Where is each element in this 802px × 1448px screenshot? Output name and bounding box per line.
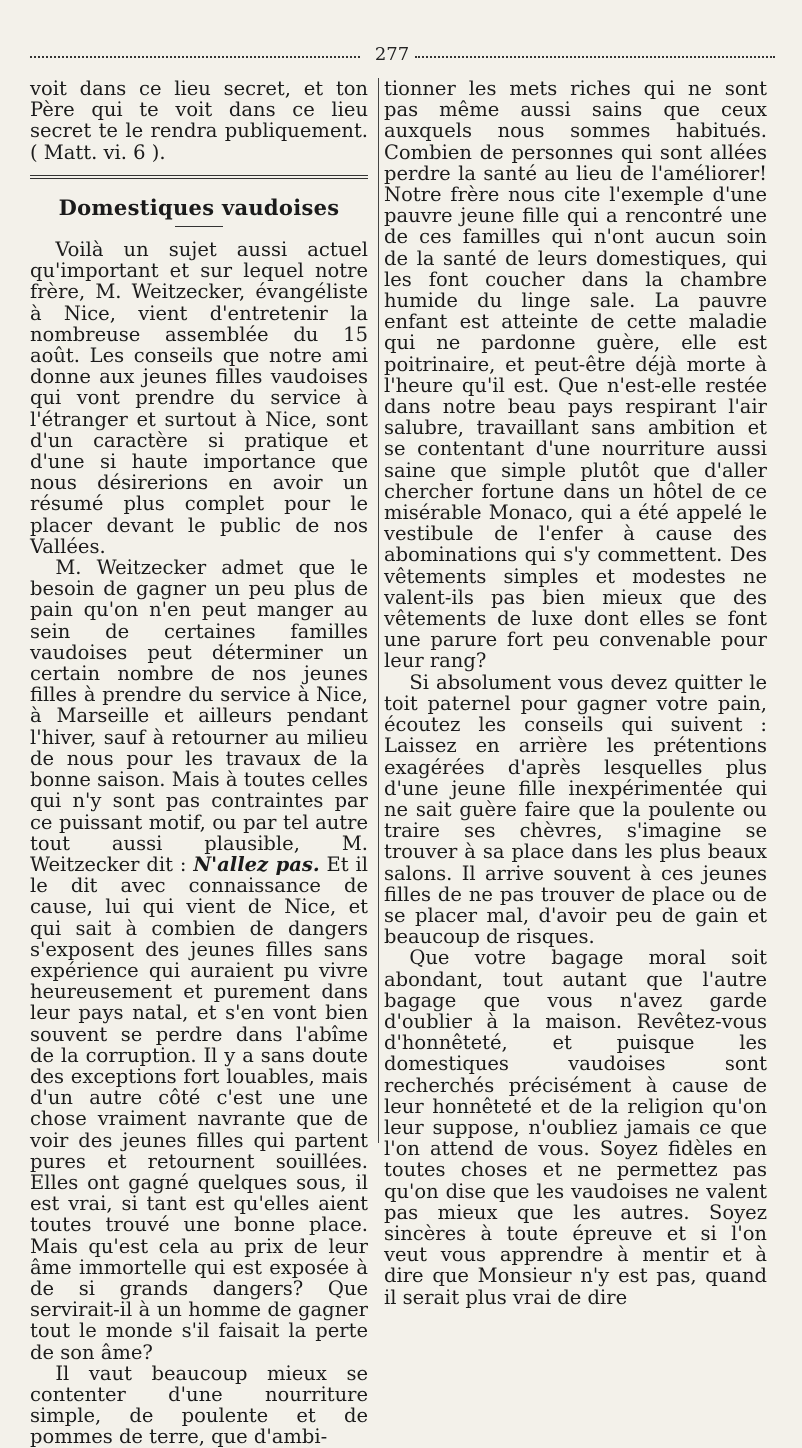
scripture-quote: voit dans ce lieu secret, et ton Père qui te voit dans ce lieu secret te le rendra publiquement. ( Matt. vi. 6 ). (30, 77, 368, 164)
header-ornament-left (30, 56, 360, 58)
paragraph-text: Et il le dit avec connaissance de cause, lui qui vient de Nice, et qui sait à combien de dangers s'exposent des jeunes filles sans expérience qui auraient pu vivre heureusement et purement dans leur pays natal, et s'en vont bien souvent se perdre dans l'abîme de la corruption. Il y a sans doute des exceptions fort louables, mais d'un autre côté c'est une une chose vraiment navrante que de voir des jeunes filles qui partent pures et retournent souillées. Elles ont gagné quelques sous, il est vrai, si tant est qu'elles aient toutes trouvé une bonne place. Mais qu'est cela au prix de leur âme immortelle qui est exposée à de si grands dangers? Que servirait-il à un homme de gagner tout le monde s'il faisait la perte de son âme? (30, 852, 369, 1364)
paragraph: tionner les mets riches qui ne sont pas même aussi sains que ceux auxquels nous sommes habitués. Combien de personnes qui sont allées perdre la santé au lieu de l'améliorer! Notre frère nous cite l'exemple d'une pauvre jeune fille qui a rencontré une de ces familles qui n'ont aucun soin de la santé de leurs domestiques, qui les font coucher dans la chambre humide du linge sale. La pauvre enfant est atteinte de cette maladie qui ne pardonne guère, elle est poitrinaire, et peut-être déjà morte à l'heure qu'il est. Que n'est-elle restée dans notre beau pays respirant l'air salubre, travaillant sans ambition et se contentant d'une nourriture aussi saine que simple plutôt que d'aller chercher fortune dans un hôtel de ce misérable Monaco, qui a été appelé le vestibule de l'enfer à cause des abominations qui s'y commettent. Des vêtements simples et modestes ne valent-ils pas bien mieux que des vêtements de luxe dont elles se font une parure fort peu convenable pour leur rang? (384, 77, 767, 673)
section-divider (30, 175, 368, 179)
paragraph: Voilà un sujet aussi actuel qu'important et sur lequel notre frère, M. Weitzecker, évangéliste à Nice, vient d'entretenir la nombreuse assemblée du 15 août. Les conseils que notre ami donne aux jeunes filles vaudoises qui vont prendre du service à l'étranger et surtout à Nice, sont d'un caractère si pratique et d'une si haute importance que nous désirerions en avoir un résumé plus complet pour le placer devant le public de nos Vallées. (30, 238, 368, 558)
page-header (30, 44, 775, 68)
paragraph: Il vaut beaucoup mieux se contenter d'une nourriture simple, de poulente et de pommes de terre, que d'ambi- (30, 1361, 368, 1448)
paragraph (30, 557, 368, 1363)
page-number: 277 (374, 44, 410, 65)
emphasis-text: N'allez pas. (193, 852, 320, 876)
right-column (384, 78, 767, 1308)
column-divider (378, 78, 379, 1143)
article-title: Domestiques vaudoises (58, 194, 340, 220)
paragraph-text: M. Weitzecker admet que le besoin de gagner un peu plus de pain qu'on n'en peut manger au sein de certaines familles vaudoises peut déterminer un certain nombre de nos jeunes filles à prendre du service à Nice, à Marseille et ailleurs pendant l'hiver, sauf à retourner au milieu de nous pour les travaux de la bonne saison. Mais à toutes celles qui n'y sont pas contraintes par ce puissant motif, ou par tel autre tout aussi plausible, M. Weitzecker dit : (30, 556, 368, 876)
title-rule (175, 226, 223, 227)
paragraph: Que votre bagage moral soit abondant, tout autant que l'autre bagage que vous n'avez garde d'oublier à la maison. Revêtez-vous d'honnêteté, et puisque les domestiques vaudoises sont recherchés précisément à cause de leur honnêteté et de la religion qu'on leur suppose, n'oubliez jamais ce que l'on attend de vous. Soyez fidèles en toutes choses et ne permettez pas qu'on dise que les vaudoises ne valent pas mieux que les autres. Soyez sincères à toute épreuve et si l'on veut vous apprendre à mentir et à dire que Monsieur n'y est pas, quand il serait plus vrai de dire (384, 946, 767, 1309)
header-ornament-right (415, 56, 775, 58)
paragraph: Si absolument vous devez quitter le toit paternel pour gagner votre pain, écoutez les conseils qui suivent : Laissez en arrière les prétentions exagérées d'après lesquelles plus d'une jeune fille inexpérimentée qui ne sait guère faire que la poulente ou traire ses chèvres, s'imagine se trouver à sa place dans les plus beaux salons. Il arrive souvent à ces jeunes filles de ne pas trouver de place ou de se placer mal, d'avoir peu de gain et beaucoup de risques. (384, 670, 767, 949)
left-column (30, 78, 368, 1448)
